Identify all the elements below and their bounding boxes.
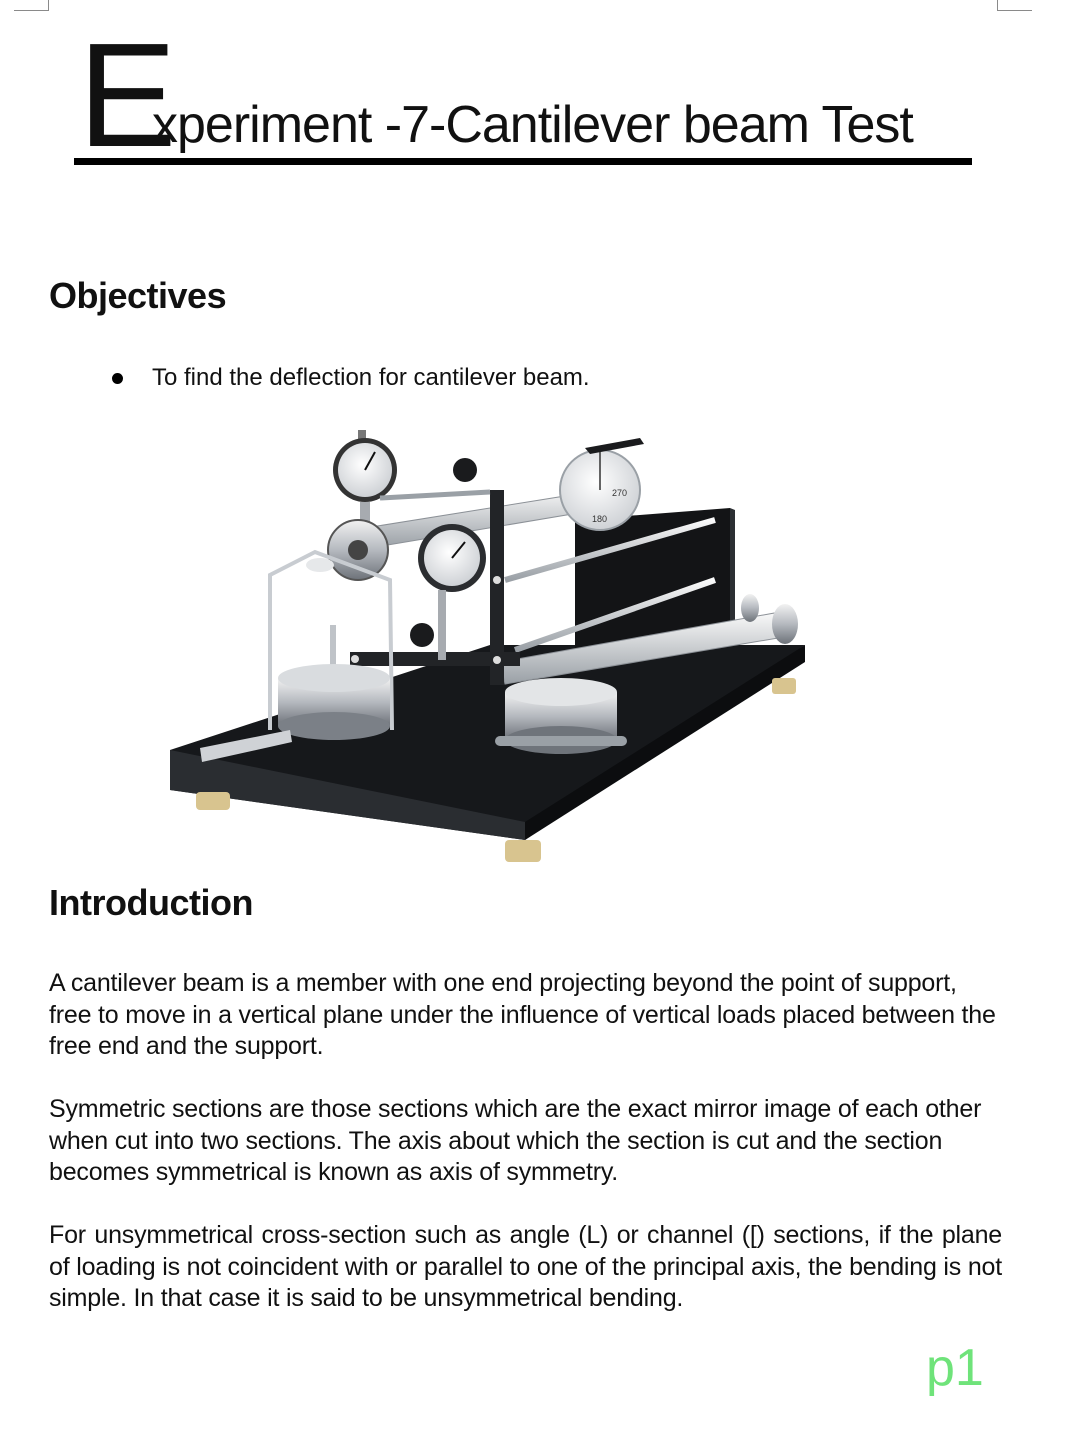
dial-label-180: 180 <box>592 514 608 524</box>
clamp-knob-top <box>453 458 477 482</box>
intro-paragraph-1: A cantilever beam is a member with one end projecting beyond the point of support, free to move in a vertical plane under the influence of vertical loads placed between the free end and the support. <box>49 969 996 1060</box>
apparatus-illustration <box>160 430 820 870</box>
intro-paragraph-3: For unsymmetrical cross-section such as angle (L) or channel ([) sections, if the plane of loading is not coincident with or parallel to one of the principal axis, the bending is not simple. In that case it is said to be unsymmetrical bending. <box>49 1221 1002 1312</box>
crop-mark-right <box>997 0 1032 11</box>
protractor-dial <box>560 438 644 530</box>
slotted-weight-right <box>495 678 627 754</box>
clamp-dial <box>328 520 388 580</box>
base-plate <box>170 645 805 862</box>
title-text: xperiment -7-Cantilever beam Test <box>152 96 913 154</box>
page-number: p1 <box>926 1339 984 1397</box>
dial-label-270: 270 <box>612 488 628 498</box>
cantilever-apparatus-figure <box>160 430 820 870</box>
lever-handle <box>585 438 644 454</box>
slotted-weight-left <box>278 664 390 740</box>
clamp-knob-lower <box>410 623 434 647</box>
objectives-heading: Objectives <box>49 275 227 316</box>
page-title <box>74 28 972 165</box>
objective-item: To find the deflection for cantilever beam. <box>110 360 590 396</box>
gauge-arm <box>380 492 490 498</box>
introduction-heading: Introduction <box>49 882 253 923</box>
title-initial: E <box>78 28 173 165</box>
intro-paragraph-2: Symmetric sections are those sections which are the exact mirror image of each other when cut into two sections. The axis about which the section is cut and the section becomes symmetrical is known as axis of symmetry. <box>49 1095 982 1186</box>
dial-gauge-top <box>333 430 397 532</box>
crop-mark-left <box>14 0 49 11</box>
objectives-list <box>110 360 590 396</box>
